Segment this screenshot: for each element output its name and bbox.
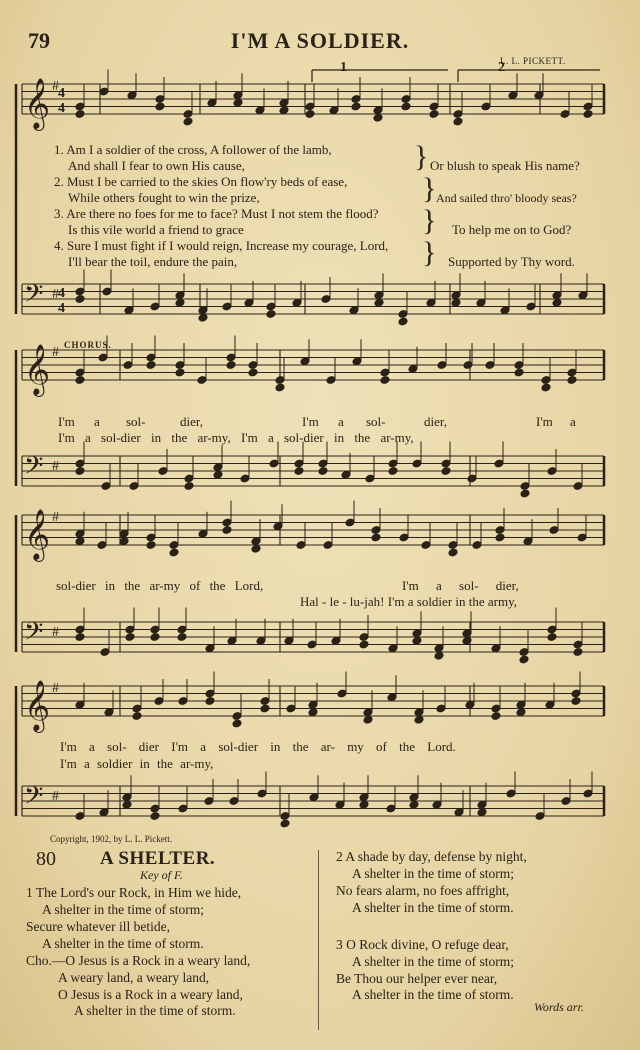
volta-1-label: 1 <box>340 60 347 75</box>
verse-1-line-1: 1. Am I a soldier of the cross, A follower of the lamb, <box>54 142 332 157</box>
lyric-word: sol- <box>366 414 386 429</box>
lyric-word: dier, <box>424 414 447 429</box>
verse-1-refrain: Or blush to speak His name? <box>430 158 580 173</box>
hymn-2-left-line: O Jesus is a Rock in a weary land, <box>58 987 243 1002</box>
hymn-2-left-line: A weary land, a weary land, <box>58 970 210 985</box>
lyric-line: I'm a sol-dier in the ar-my, I'm a sol-dier in the ar-my, <box>58 430 414 445</box>
verse-3-line-2: Is this vile world a friend to grace <box>68 222 244 237</box>
lyric-word: a <box>570 414 576 429</box>
hymn-title: I'M A SOLDIER. <box>230 28 410 53</box>
svg-text:4: 4 <box>58 286 65 301</box>
brace: } <box>414 140 429 173</box>
page-number: 79 <box>28 28 50 53</box>
verse-4-line-1: 4. Sure I must fight if I would reign, Increase my courage, Lord, <box>54 238 389 253</box>
svg-text:𝄢: 𝄢 <box>24 451 44 487</box>
verse-4-refrain: Supported by Thy word. <box>448 254 575 269</box>
hymn-2-right-line: No fears alarm, no foes affright, <box>336 883 510 898</box>
column-divider <box>318 850 319 1030</box>
svg-text:𝄢: 𝄢 <box>24 279 44 315</box>
brace: } <box>422 236 437 269</box>
words-credit: Words arr. <box>534 1000 584 1014</box>
svg-text:𝄞: 𝄞 <box>24 509 51 560</box>
lyric-line: I'm a soldier in the ar-my, <box>60 756 214 771</box>
svg-text:#: # <box>52 681 59 696</box>
svg-text:#: # <box>52 625 59 640</box>
copyright-notice: Copyright, 1902, by L. L. Pickett. <box>50 834 172 844</box>
verse-2-line-2: While others fought to win the prize, <box>68 190 260 205</box>
verse-2-line-1: 2. Must I be carried to the skies On flow'ry beds of ease, <box>54 174 348 189</box>
hymn-2-right-line: A shelter in the time of storm; <box>352 866 514 881</box>
hymn-2-left-line: Secure whatever ill betide, <box>26 919 170 934</box>
svg-text:#: # <box>52 510 59 525</box>
lyric-word: dier, <box>180 414 203 429</box>
svg-text:#: # <box>52 79 59 94</box>
hymn-2-right-line: 3 O Rock divine, O refuge dear, <box>336 937 509 952</box>
svg-text:4: 4 <box>58 86 65 101</box>
svg-text:𝄞: 𝄞 <box>24 78 51 129</box>
hymn-2-right-line: A shelter in the time of storm. <box>352 987 514 1002</box>
composer-credit: L. L. PICKETT. <box>500 56 566 66</box>
hymn-2-number: 80 <box>36 848 56 870</box>
svg-text:#: # <box>52 459 59 474</box>
svg-text:𝄞: 𝄞 <box>24 680 51 731</box>
chorus-label: CHORUS. <box>64 340 112 350</box>
brace: } <box>422 204 437 237</box>
volta-2-label: 2 <box>498 60 505 75</box>
lyric-line: sol-dier in the ar-my of the Lord, <box>56 578 264 593</box>
svg-text:𝄢: 𝄢 <box>24 781 44 817</box>
svg-text:4: 4 <box>58 101 65 116</box>
hymn-2-left-line: Cho.—O Jesus is a Rock in a weary land, <box>26 953 251 968</box>
verse-1-line-2: And shall I fear to own His cause, <box>68 158 245 173</box>
lyric-word: I'm <box>536 414 553 429</box>
brace: } <box>422 172 437 205</box>
lyric-word: a <box>94 414 100 429</box>
hymn-2-left-line: 1 The Lord's our Rock, in Him we hide, <box>26 885 242 900</box>
hymn-2-right-line: A shelter in the time of storm; <box>352 954 514 969</box>
svg-text:#: # <box>52 287 59 302</box>
hymn-2-right-line: 2 A shade by day, defense by night, <box>336 849 527 864</box>
hymn-2-left-line: A shelter in the time of storm. <box>42 936 204 951</box>
hymn-2-title: A SHELTER. <box>100 848 216 869</box>
verse-3-line-1: 3. Are there no foes for me to face? Must I not stem the flood? <box>54 206 379 221</box>
verse-2-refrain: And sailed thro' bloody seas? <box>436 191 577 205</box>
lyric-word: I'm <box>302 414 319 429</box>
svg-text:𝄞: 𝄞 <box>24 344 51 395</box>
svg-text:𝄢: 𝄢 <box>24 617 44 653</box>
hymn-2-left-line: A shelter in the time of storm; <box>42 902 204 917</box>
hymn-2-right-line: Be Thou our helper ever near, <box>336 971 498 986</box>
svg-text:4: 4 <box>58 301 65 316</box>
lyric-line: I'm a sol- dier, <box>402 578 519 593</box>
hymn-2-left-line: A shelter in the time of storm. <box>74 1003 236 1018</box>
svg-text:#: # <box>52 789 59 804</box>
lyric-word: a <box>338 414 344 429</box>
lyric-word: I'm <box>58 414 75 429</box>
hymn-2-right-line: A shelter in the time of storm. <box>352 900 514 915</box>
verse-4-line-2: I'll bear the toil, endure the pain, <box>68 254 238 269</box>
verse-3-refrain: To help me on to God? <box>452 222 572 237</box>
lyric-word: sol- <box>126 414 146 429</box>
hymn-2-key: Key of F. <box>140 868 183 882</box>
lyric-line: Hal - le - lu-jah! I'm a soldier in the army, <box>300 594 518 609</box>
lyric-line: I'm a sol- dier I'm a sol-dier in the ar- my of the Lord. <box>60 739 456 754</box>
svg-text:#: # <box>52 345 59 360</box>
